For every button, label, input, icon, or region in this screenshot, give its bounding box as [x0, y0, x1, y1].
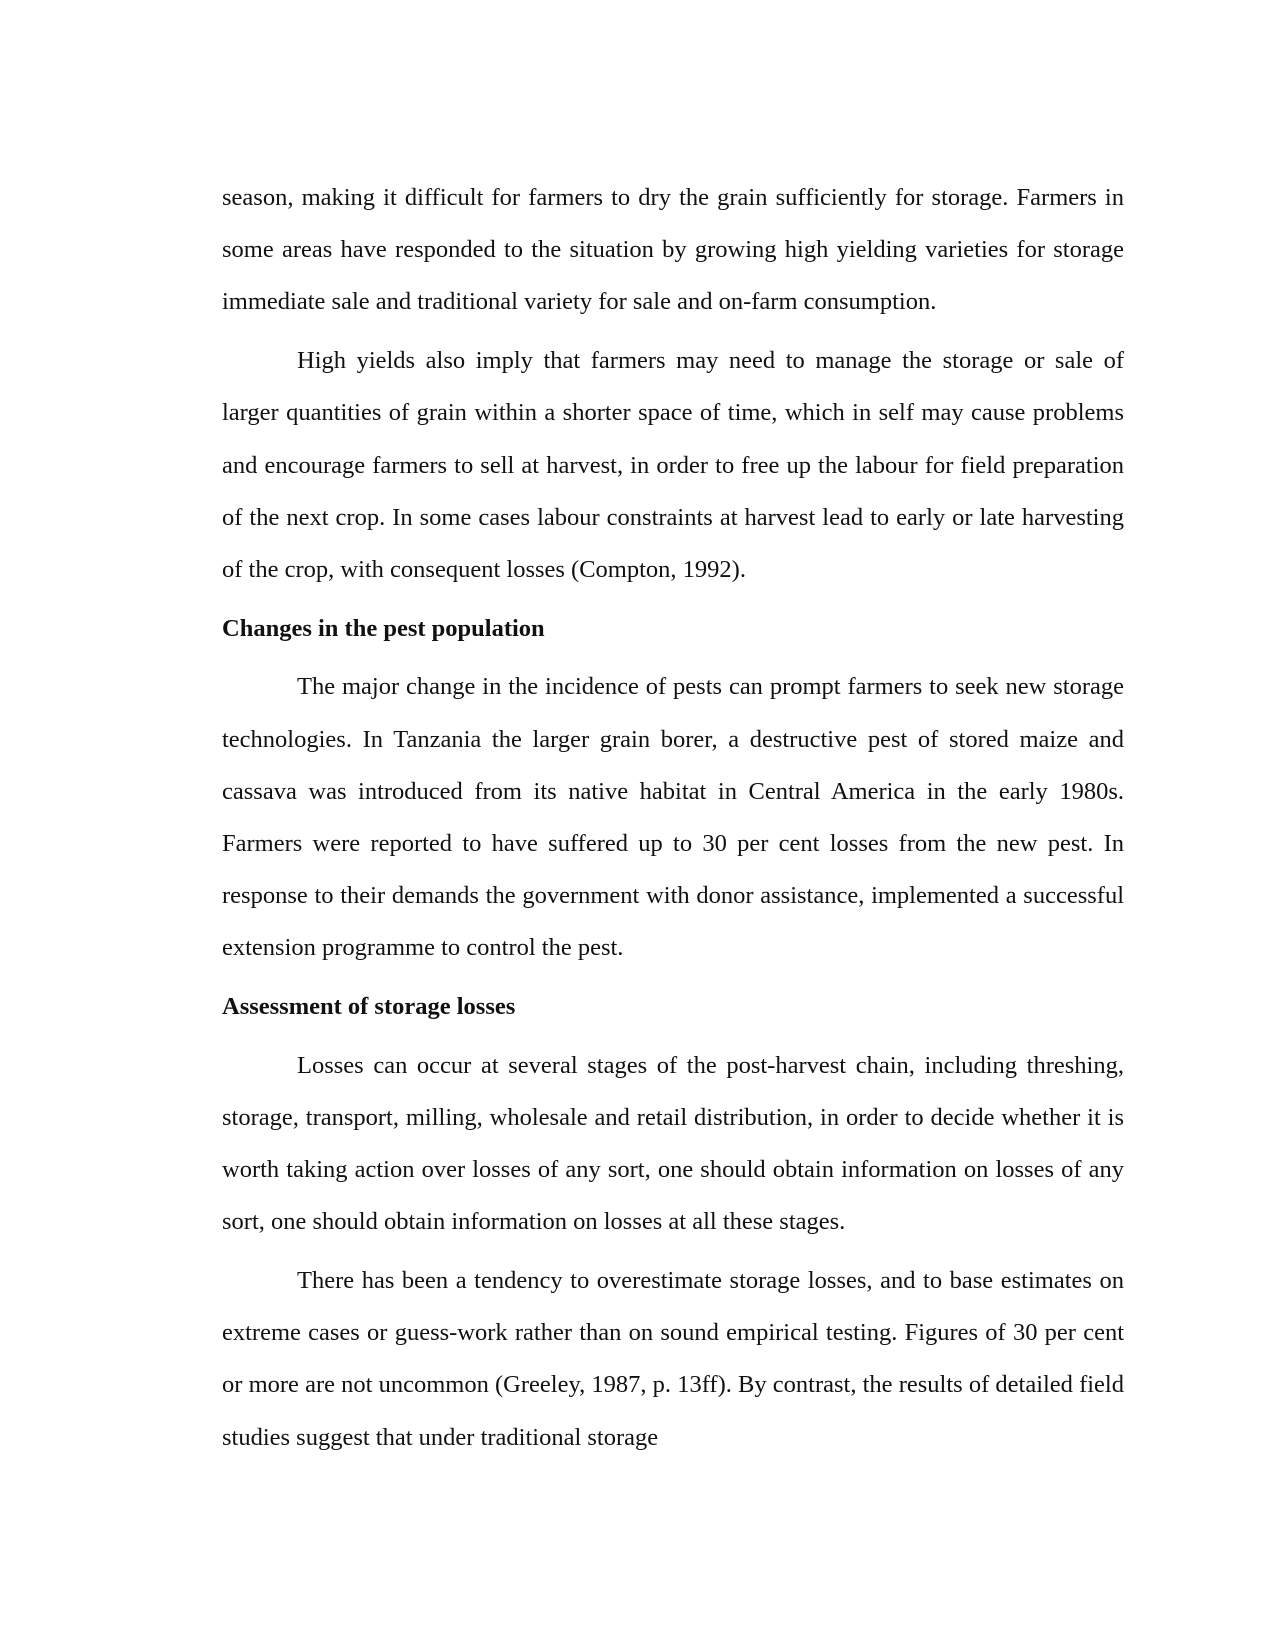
paragraph-continuation: season, making it difficult for farmers to dry the grain sufficiently for storage. Farmers in some areas have responded to the situation by growing high yielding varieties for storage immediate sale and traditional variety for sale and on-farm consumption.	[222, 184, 1124, 316]
body-text	[222, 172, 1124, 1470]
paragraph-overestimate: There has been a tendency to overestimate storage losses, and to base estimates on extreme cases or guess-work rather than on sound empirical testing. Figures of 30 per cent or more are not uncommon (Greeley, 1987, p. 13ff). By contrast, the results of detailed field studies suggest that under traditional storage	[222, 1267, 1124, 1451]
section-heading-pest-population: Changes in the pest population	[222, 614, 545, 642]
paragraph-losses-stages: Losses can occur at several stages of the post-harvest chain, including threshing, storage, transport, milling, wholesale and retail distribution, in order to decide whether it is worth taking action over losses of any sort, one should obtain information on losses of any sort, one should obtain information on losses at all these stages.	[222, 1051, 1124, 1236]
section-heading-storage-losses: Assessment of storage losses	[222, 993, 516, 1021]
paragraph-pest-change: The major change in the incidence of pests can prompt farmers to seek new storage technologies. In Tanzania the larger grain borer, a destructive pest of stored maize and cassava was introduced from its native habitat in Central America in the early 1980s. Farmers were reported to have suffered up to 30 per cent losses from the new pest. In response to their demands the government with donor assistance, implemented a successful extension programme to control the pest.	[222, 673, 1124, 962]
paragraph-high-yields: High yields also imply that farmers may need to manage the storage or sale of larger quantities of grain within a shorter space of time, which in self may cause problems and encourage farmers to sell at harvest, in order to free up the labour for field preparation of the next crop. In some cases labour constraints at harvest lead to early or late harvesting of the crop, with consequent losses (Compton, 1992).	[222, 347, 1124, 583]
